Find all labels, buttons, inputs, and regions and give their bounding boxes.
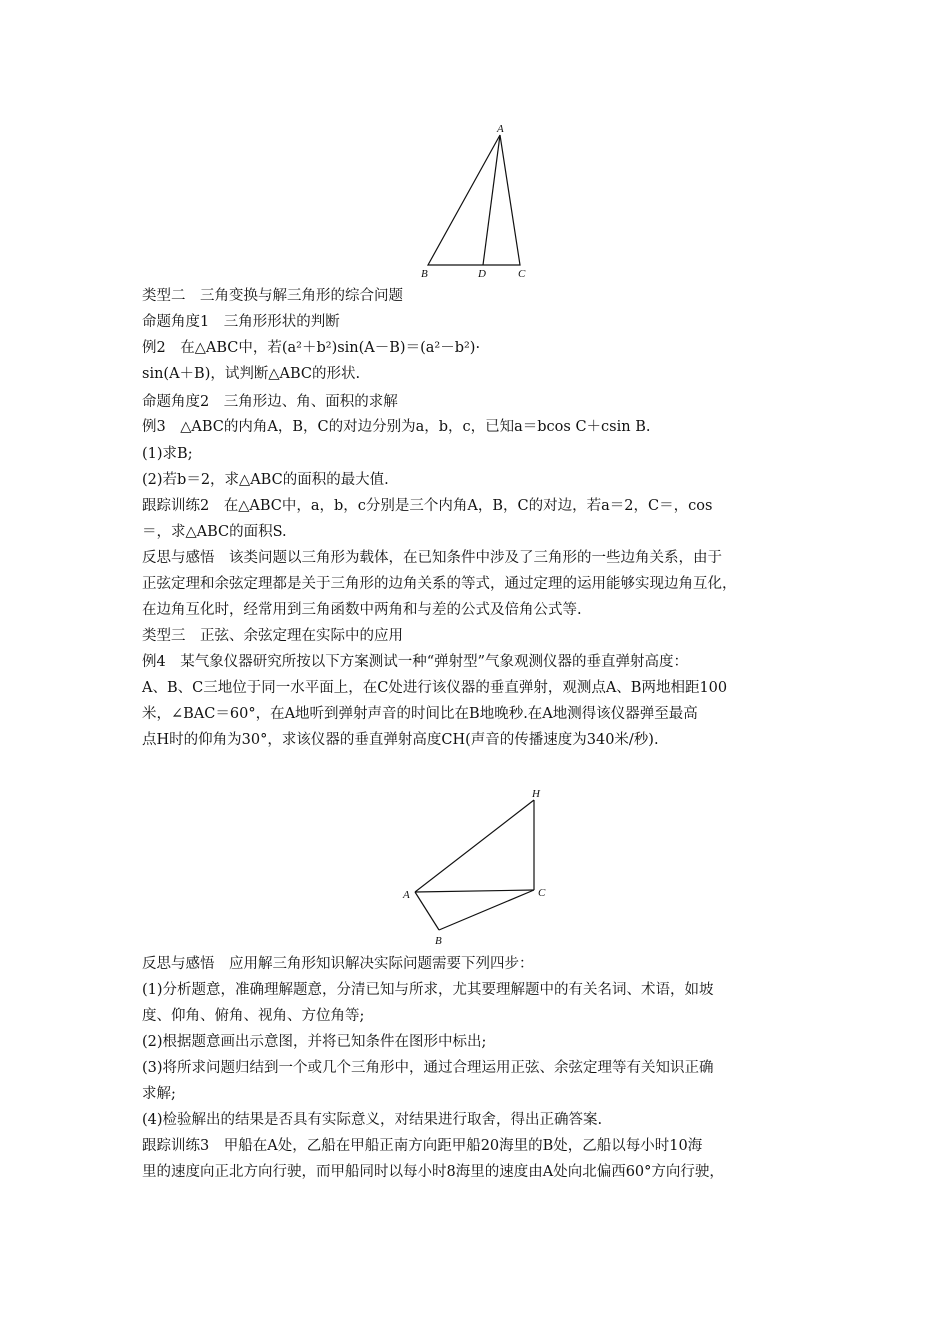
point-label-b: B [435,935,442,947]
example-4-line-4: 点H时的仰角为30°，求该仪器的垂直弹射高度CH(声音的传播速度为340米/秒). [142,732,659,748]
subheading-angle-2: 命题角度2 三角形边、角、面积的求解 [142,394,398,410]
practice-3-line-1: 跟踪训练3 甲船在A处，乙船在甲船正南方向距甲船20海里的B处，乙船以每小时10海 [142,1138,703,1154]
reflection-1-line-3: 在边角互化时，经常用到三角函数中两角和与差的公式及倍角公式等. [142,602,582,618]
example-2-line-1: 例2 在△ABC中，若(a²＋b²)sin(A－B)＝(a²－b²)· [142,340,481,356]
step-3-line-1: (3)将所求问题归结到一个或几个三角形中，通过合理运用正弦、余弦定理等有关知识正确 [142,1060,714,1076]
heading-type-two: 类型二 三角变换与解三角形的综合问题 [142,288,403,304]
reflection-1-line-1: 反思与感悟 该类问题以三角形为载体，在已知条件中涉及了三角形的一些边角关系，由于 [142,550,722,566]
practice-2-line-1: 跟踪训练2 在△ABC中，a，b，c分别是三个内角A，B，C的对边，若a＝2，C＝，cos [142,498,713,514]
elevation-figure [398,785,558,950]
point-label-c: C [538,887,546,899]
step-4-line: (4)检验解出的结果是否具有实际意义，对结果进行取舍，得出正确答案. [142,1112,603,1128]
step-3-line-2: 求解; [142,1086,176,1102]
practice-3-line-2: 里的速度向正北方向行驶，而甲船同时以每小时8海里的速度由A处向北偏西60°方向行驶， [142,1164,724,1180]
vertex-label-c: C [518,268,526,280]
example-4-line-3: 米，∠BAC＝60°，在A地听到弹射声音的时间比在B地晚秒.在A地测得该仪器弹至最高 [142,706,698,722]
point-label-d: D [478,268,486,280]
example-4-line-2: A、B、C三地位于同一水平面上，在C处进行该仪器的垂直弹射，观测点A、B两地相距100 [142,680,728,696]
step-1-line-2: 度、仰角、俯角、视角、方位角等; [142,1008,365,1024]
heading-type-three: 类型三 正弦、余弦定理在实际中的应用 [142,628,403,644]
practice-2-line-2: ＝，求△ABC的面积S. [142,524,287,540]
subheading-angle-1: 命题角度1 三角形形状的判断 [142,314,340,330]
example-4-line-1: 例4 某气象仪器研究所按以下方案测试一种“弹射型”气象观测仪器的垂直弹射高度： [142,654,689,670]
example-3-part-2: (2)若b＝2，求△ABC的面积的最大值. [142,472,389,488]
example-3-line: 例3 △ABC的内角A，B，C的对边分别为a，b，c，已知a＝bcos C＋csin B. [142,419,651,435]
step-1-line-1: (1)分析题意，准确理解题意，分清已知与所求，尤其要理解题中的有关名词、术语，如坡 [142,982,714,998]
example-2-line-2: sin(A＋B)，试判断△ABC的形状. [142,366,361,382]
example-3-part-1: (1)求B; [142,446,193,462]
triangle-abc-svg [415,120,540,282]
elevation-svg [398,785,558,950]
reflection-1-line-2: 正弦定理和余弦定理都是关于三角形的边角关系的等式，通过定理的运用能够实现边角互化， [142,576,737,592]
vertex-label-a: A [497,123,504,135]
step-2-line: (2)根据题意画出示意图，并将已知条件在图形中标出; [142,1034,487,1050]
vertex-label-b: B [421,268,428,280]
point-label-a: A [403,889,410,901]
reflection-2-heading: 反思与感悟 应用解三角形知识解决实际问题需要下列四步： [142,956,534,972]
point-label-h: H [532,788,540,800]
triangle-abc-figure [415,120,540,282]
